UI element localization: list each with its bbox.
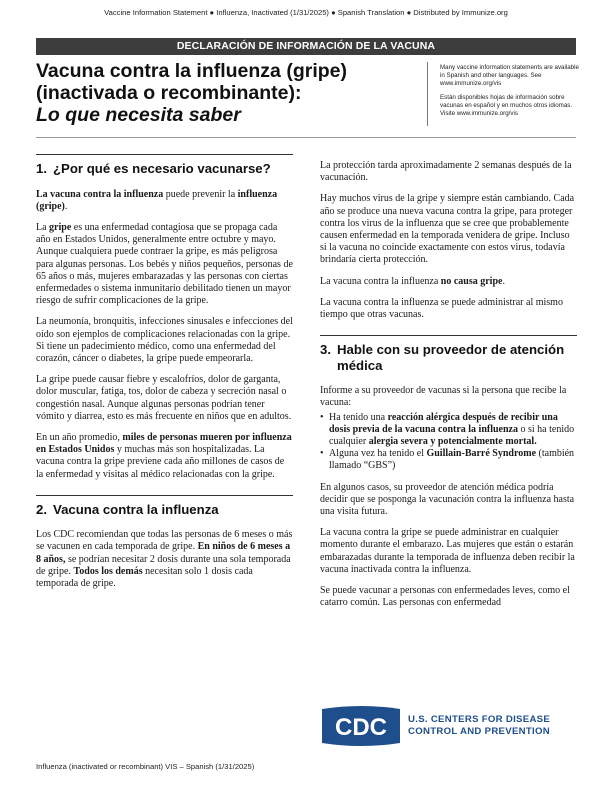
section-3-title: Hable con su proveedor de atención médica (337, 342, 565, 373)
right-column (320, 160, 577, 618)
section-1-paragraph-3: La neumonía, bronquitis, infecciones sinusales e infecciones del oído son ejemplos de complicaciones relacionadas con la gripe. Si tiene un padecimiento médico, como una enfermedad del corazón, cáncer o diabetes, la gripe puede empeorarla. (36, 316, 293, 364)
footer-label: Influenza (inactivated or recombinant) VIS – Spanish (1/31/2025) (36, 762, 255, 771)
left-column (36, 154, 293, 599)
section-1-paragraph-1: La vacuna contra la influenza puede prevenir la influenza (gripe). (36, 188, 278, 212)
cdc-brand (322, 706, 550, 746)
title-line-1: Vacuna contra la influenza (gripe) (36, 60, 347, 82)
section-3-heading (320, 335, 577, 373)
section-2-title: Vacuna contra la influenza (53, 501, 219, 517)
section-3-paragraph-4: Se puede vacunar a personas con enfermedades leves, como el catarro común. Las personas con enfermedad (320, 585, 570, 609)
document-title (36, 60, 426, 126)
header-divider (36, 137, 576, 138)
section-1-heading (36, 154, 293, 177)
section-3-bullet-2: • Alguna vez ha tenido el Guillain-Barré Syndrome (también llamado “GBS”) (320, 448, 577, 472)
section-3-paragraph-2: En algunos casos, su proveedor de atención médica podría decidir que se posponga la vacunación contra la influenza hasta una visita futura. (320, 481, 575, 518)
section-1-paragraph-4: La gripe puede causar fiebre y escalofríos, dolor de garganta, dolor muscular, fatiga, tos, dolor de cabeza y secreción nasal o congestión nasal. Aunque algunas personas podrían tener vómito y diarrea, esto es más frecuente en niños que en adultos. (36, 374, 292, 422)
section-1-paragraph-2: La gripe es una enfermedad contagiosa que se propaga cada año en Estados Unidos, generalmente entre octubre y mayo. Aunque cualquiera puede contraer la gripe, es más peligrosa para algunas personas. Los bebés y niños pequeños, personas de 65 años o más, mujeres embarazadas y las personas con ciertas enfermedades o sistema inmunitario debilitado tienen un mayor riesgo de sufrir complicaciones de la gripe. (36, 221, 293, 307)
document-header-line: Vaccine Information Statement ● Influenza, Inactivated (1/31/2025) ● Spanish Translation ● Distributed by Immunize.org (104, 8, 508, 17)
cdc-agency-name (408, 714, 550, 738)
section-3-paragraph-3: La vacuna contra la gripe se puede administrar en cualquier momento durante el embarazo. Las mujeres que están o estarán embarazadas durante la temporada de influenza deben recibir la vacuna inactivada contra la influenza. (320, 527, 575, 575)
section-2-paragraph-3: Hay muchos virus de la gripe y siempre están cambiando. Cada año se produce una nueva vacuna contra la gripe, para proteger contra los virus de la influenza que se cree que probablemente causen enfermedad en la temporada venidera de gripe. Incluso si la vacuna no coincide exactamente con estos virus, todavía brindaría cierta protección. (320, 193, 575, 266)
section-1-number: 1. (36, 161, 47, 176)
language-note-english: Many vaccine information statements are available in Spanish and other languages. See www.immunize.org/vis (440, 64, 579, 87)
cdc-name-line-2: CONTROL AND PREVENTION (408, 726, 550, 737)
statement-banner: DECLARACIÓN DE INFORMACIÓN DE LA VACUNA (36, 38, 576, 55)
section-2-number: 2. (36, 501, 47, 517)
cdc-name-line-1: U.S. CENTERS FOR DISEASE (408, 714, 551, 725)
section-2-paragraph-1: Los CDC recomiendan que todas las personas de 6 meses o más se vacunen en cada temporada de gripe. En niños de 6 meses a 8 años, se podrían necesitar 2 dosis durante una sola temporada de gripe. Todos los demás necesitan solo 1 dosis cada temporada de gripe. (36, 529, 293, 590)
section-2-heading (36, 495, 293, 518)
section-3-bullet-1: • Ha tenido una reacción alérgica después de recibir una dosis previa de la vacuna contra la influenza o si ha tenido cualquier alergia severa y potencialmente mortal. (320, 412, 577, 449)
title-subtitle: Lo que necesita saber (36, 104, 241, 126)
section-2-paragraph-5: La vacuna contra la influenza se puede administrar al mismo tiempo que otras vacunas. (320, 296, 563, 321)
title-line-2: (inactivada o recombinante): (36, 82, 302, 104)
section-3-list (320, 412, 577, 473)
section-3-number: 3. (320, 342, 331, 358)
language-note (440, 64, 580, 125)
title-divider (427, 62, 428, 126)
section-2-paragraph-2: La protección tarda aproximadamente 2 semanas después de la vacunación. (320, 160, 572, 184)
section-3-intro: Informe a su proveedor de vacunas si la persona que recibe la vacuna: (320, 385, 567, 409)
cdc-logo-icon (322, 706, 400, 746)
section-2-paragraph-4: La vacuna contra la influenza no causa gripe. (320, 275, 505, 287)
section-1-paragraph-5: En un año promedio, miles de personas mueren por influenza en Estados Unidos y muchas más son hospitalizadas. La vacuna contra la gripe previene cada año millones de casos de la enfermedad y visitas al médico relacionadas con la gripe. (36, 431, 292, 480)
section-1-title: ¿Por qué es necesario vacunarse? (53, 161, 271, 176)
language-note-spanish: Están disponibles hojas de información sobre vacunas en español y en muchos otros idiomas. Visite www.immunize.org/vis (440, 94, 573, 117)
cdc-logo-text: CDC (335, 714, 387, 741)
